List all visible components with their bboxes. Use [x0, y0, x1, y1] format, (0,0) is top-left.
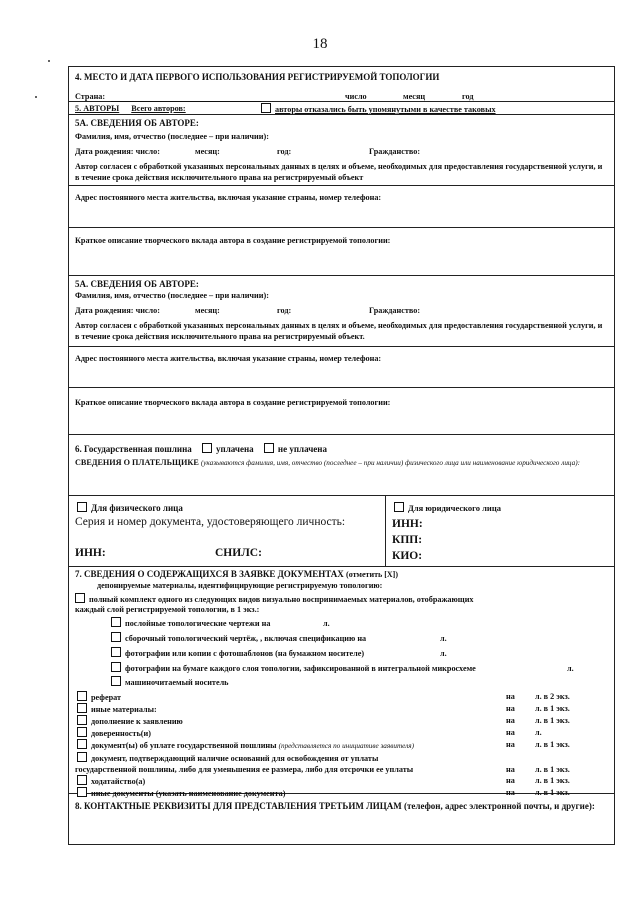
citizenship-label: Гражданство: — [369, 147, 421, 156]
doc-na: на — [506, 704, 515, 713]
page-number: 18 — [312, 36, 328, 52]
doc-na: на — [506, 716, 515, 725]
section-8-title-rest: (телефон, адрес электронной почты, и другие): — [404, 801, 595, 811]
machine-readable-label: машиночитаемый носитель — [125, 678, 229, 687]
sub-item-checkbox[interactable] — [111, 647, 121, 657]
margin-dot — [35, 96, 37, 98]
section-7-note: (отметить [X]) — [346, 570, 399, 579]
birth-year-label: год: — [277, 147, 292, 156]
section-8 — [69, 794, 614, 844]
refused-label: авторы отказались быть упомянутыми в качестве таковых — [275, 105, 496, 114]
section-4 — [69, 67, 614, 102]
birth-day-label: Дата рождения: число: — [75, 147, 160, 156]
doc-checkbox[interactable] — [77, 703, 87, 713]
author-2-info — [69, 276, 614, 347]
author-2-contribution-label: Краткое описание творческого вклада автора в создание регистрируемой топологии: — [75, 398, 391, 407]
sub-item-2 — [69, 632, 614, 645]
exempt-row — [69, 752, 614, 764]
payer-box — [69, 496, 614, 567]
sub-item-sheets: л. — [440, 634, 447, 643]
birth-day-label: Дата рождения: число: — [75, 306, 160, 315]
doc-qty: л. в 1 экз. — [535, 788, 570, 797]
doc-qty: л. в 1 экз. — [535, 765, 570, 774]
doc-label: дополнение к заявлению — [91, 717, 183, 726]
author-2-title: 5А. СВЕДЕНИЯ ОБ АВТОРЕ: — [75, 279, 199, 289]
doc-qty: л. в 2 экз. — [535, 692, 570, 701]
individual-id-line — [69, 548, 385, 559]
fee-unpaid-checkbox[interactable] — [264, 443, 274, 453]
country-label: Страна: — [75, 92, 106, 101]
section-5-title: 5. АВТОРЫ — [75, 104, 120, 113]
legal-label: Для юридического лица — [408, 503, 501, 513]
sub-item-1 — [69, 617, 614, 630]
doc-qty: л. в 1 экз. — [535, 716, 570, 725]
doc-na: на — [506, 728, 515, 737]
doc-row — [69, 775, 614, 787]
doc-label: реферат — [91, 693, 122, 702]
sub-item-label: послойные топологические чертежи на — [125, 619, 271, 628]
sub-item-checkbox[interactable] — [111, 632, 121, 642]
payer-individual — [69, 496, 386, 566]
refused-line — [259, 103, 496, 115]
birth-month-label: месяц: — [195, 306, 220, 315]
doc-note: (представляется по инициативе заявителя) — [278, 742, 415, 750]
section-5-line — [69, 103, 614, 114]
author-1-title: 5А. СВЕДЕНИЯ ОБ АВТОРЕ: — [75, 118, 199, 128]
section-8-title: 8. КОНТАКТНЫЕ РЕКВИЗИТЫ ДЛЯ ПРЕДСТАВЛЕНИЯ ТРЕТЬИМ ЛИЦАМ — [75, 801, 402, 811]
sub-item-label: фотографии или копии с фотошаблонов (на бумажном носителе) — [125, 649, 365, 658]
author-1-info — [69, 115, 614, 186]
individual-inn-label: ИНН: — [75, 547, 106, 559]
exempt-row-2 — [69, 764, 614, 775]
doc-na: на — [506, 740, 515, 749]
individual-checkbox[interactable] — [77, 502, 87, 512]
fee-line — [69, 443, 614, 455]
birth-year-label: год: — [277, 306, 292, 315]
doc-qty: л. — [535, 728, 542, 737]
sub-item-sheets: л. — [440, 649, 447, 658]
author-2-address-label: Адрес постоянного места жительства, включая указание страны, номер телефона: — [75, 354, 382, 363]
country-field[interactable] — [111, 92, 261, 102]
fee-unpaid-label: не уплачена — [277, 444, 327, 454]
author-1-consent: Автор согласен с обработкой указанных персональных данных в целях и объеме, необходимых для предоставления государственной услуги, и в течение срока действия исключительного права на регистрируемый объект — [75, 162, 603, 182]
full-set-label-2: каждый слой регистрируемой топологии, в 1 экз.: — [75, 605, 260, 614]
doc-row — [69, 715, 614, 727]
id-document-label: Серия и номер документа, удостоверяющего личность: — [75, 516, 346, 528]
exempt-checkbox[interactable] — [77, 752, 87, 762]
doc-label: документ(ы) об уплате государственной пошлины — [91, 741, 277, 750]
author-1-contribution-label: Краткое описание творческого вклада автора в создание регистрируемой топологии: — [75, 236, 391, 245]
author-1-name-label: Фамилия, имя, отчество (последнее – при наличии): — [75, 132, 269, 141]
author-1-address-label: Адрес постоянного места жительства, включая указание страны, номер телефона: — [75, 193, 382, 202]
snils-label: СНИЛС: — [215, 547, 262, 559]
doc-label: иные документы (указать наименование документа) — [91, 789, 286, 798]
payer-title: СВЕДЕНИЯ О ПЛАТЕЛЬЩИКЕ — [75, 458, 199, 467]
month-label: месяц — [403, 92, 426, 101]
full-set-label: полный комплект одного из следующих видов визуально воспринимаемых материалов, отображающих — [89, 595, 474, 604]
doc-qty: л. в 1 экз. — [535, 704, 570, 713]
full-set-checkbox[interactable] — [75, 593, 85, 603]
doc-label: иные материалы: — [91, 705, 157, 714]
application-form — [68, 66, 615, 845]
kio-label: КИО: — [392, 550, 423, 562]
doc-na: на — [506, 692, 515, 701]
section-8-title-line — [69, 801, 614, 812]
section-5 — [69, 102, 614, 115]
doc-row — [69, 703, 614, 715]
sub-item-sheets: л. — [567, 664, 574, 673]
fee-title: 6. Государственная пошлина — [75, 444, 192, 454]
legal-checkbox[interactable] — [394, 502, 404, 512]
sub-item-checkbox[interactable] — [111, 617, 121, 627]
doc-checkbox[interactable] — [77, 775, 87, 785]
doc-checkbox[interactable] — [77, 691, 87, 701]
exempt-label-2: государственной пошлины, либо для уменьшения ее размера, либо для отсрочки ее уплаты — [75, 765, 414, 774]
refused-checkbox[interactable] — [261, 103, 271, 113]
author-1-birth-line — [69, 146, 614, 157]
sub-item-checkbox[interactable] — [111, 662, 121, 672]
doc-qty: л. в 1 экз. — [535, 740, 570, 749]
day-label: число — [345, 92, 367, 101]
deposited-label: депонируемые материалы, идентифицирующие регистрируемую топологию: — [97, 581, 383, 590]
year-label: год — [462, 92, 474, 101]
fee-paid-label: уплачена — [216, 444, 254, 454]
section-7 — [69, 567, 614, 798]
document-list — [69, 691, 614, 799]
sub-item-4 — [69, 662, 614, 675]
doc-qty: л. в 1 экз. — [535, 776, 570, 785]
doc-na: на — [506, 765, 515, 774]
section-4-title: 4. МЕСТО И ДАТА ПЕРВОГО ИСПОЛЬЗОВАНИЯ РЕГИСТРИРУЕМОЙ ТОПОЛОГИИ — [75, 72, 440, 82]
author-1-address — [69, 186, 614, 228]
doc-checkbox[interactable] — [77, 715, 87, 725]
individual-label: Для физического лица — [91, 503, 183, 513]
section-6 — [69, 435, 614, 496]
individual-line — [69, 502, 385, 514]
doc-row — [69, 727, 614, 739]
payer-line — [69, 457, 614, 469]
sub-item-3 — [69, 647, 614, 660]
doc-row — [69, 739, 614, 752]
citizenship-label: Гражданство: — [369, 306, 421, 315]
machine-readable-checkbox[interactable] — [111, 676, 121, 686]
margin-dot — [48, 60, 50, 62]
doc-label: доверенность(и) — [91, 729, 151, 738]
section-7-title: 7. СВЕДЕНИЯ О СОДЕРЖАЩИХСЯ В ЗАЯВКЕ ДОКУМЕНТАХ — [75, 569, 344, 579]
doc-checkbox[interactable] — [77, 739, 87, 749]
legal-inn-label: ИНН: — [392, 518, 423, 530]
doc-checkbox[interactable] — [77, 727, 87, 737]
total-authors-label: Всего авторов: — [131, 104, 186, 113]
sub-item-label: сборочный топологический чертёж, , включая спецификацию на — [125, 634, 367, 643]
doc-na: на — [506, 788, 515, 797]
kpp-label: КПП: — [392, 534, 423, 546]
sub-item-sheets: л. — [323, 619, 330, 628]
birth-month-label: месяц: — [195, 147, 220, 156]
author-2-address — [69, 347, 614, 388]
author-2-birth-line — [69, 305, 614, 316]
author-1-contribution — [69, 228, 614, 276]
section-4-fields — [69, 91, 614, 102]
payer-legal — [386, 496, 614, 566]
doc-row — [69, 691, 614, 703]
payer-note: (указываются фамилия, имя, отчество (последнее – при наличии) физического лица или наименование юридического лица): — [200, 459, 580, 467]
author-2-consent: Автор согласен с обработкой указанных персональных данных в целях и объеме, необходимых для предоставления государственной услуги, и в течение срока действия исключительного права на регистрируемый объект. — [75, 321, 603, 341]
author-2-contribution — [69, 388, 614, 435]
fee-paid-checkbox[interactable] — [202, 443, 212, 453]
doc-label: ходатайство(а) — [91, 777, 146, 786]
author-2-name-label: Фамилия, имя, отчество (последнее – при наличии): — [75, 291, 269, 300]
doc-na: на — [506, 776, 515, 785]
legal-line — [386, 502, 614, 514]
machine-readable-line — [69, 676, 614, 689]
sub-item-label: фотографии на бумаге каждого слоя топологии, зафиксированной в интегральной микросхеме — [125, 664, 476, 673]
exempt-label: документ, подтверждающий наличие оснований для освобождения от уплаты — [91, 754, 379, 763]
